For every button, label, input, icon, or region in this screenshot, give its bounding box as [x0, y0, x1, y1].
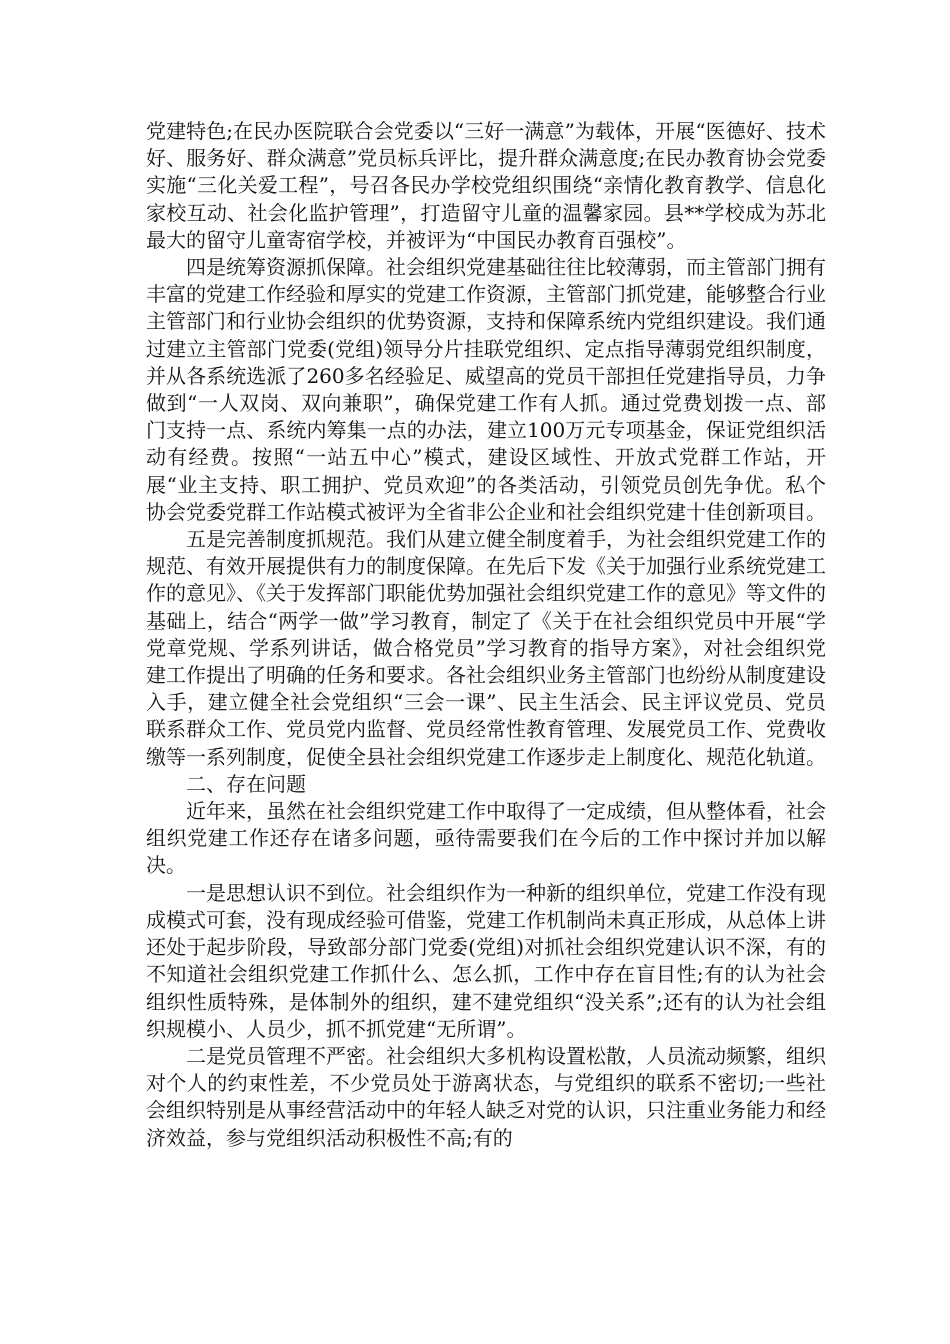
- paragraph-2: 四是统筹资源抓保障。社会组织党建基础往往比较薄弱，而主管部门拥有丰富的党建工作经验和厚实的党建工作资源，主管部门抓党建，能够整合行业主管部门和行业协会组织的优势资源，支持和保障系统内党组织建设。我们通过建立主管部门党委(党组)领导分片挂联党组织、定点指导薄弱党组织制度，并从各系统选派了260多名经验足、威望高的党员干部担任党建指导员，力争做到“一人双岗、双向兼职”，确保党建工作有人抓。通过党费划拨一点、部门支持一点、系统内筹集一点的办法，建立100万元专项基金，保证党组织活动有经费。按照“一站五中心”模式，建设区域性、开放式党群工作站，开展“业主支持、职工拥护、党员欢迎”的各类活动，引领党员创先争优。私个协会党委党群工作站模式被评为全省非公企业和社会组织党建十佳创新项目。: [146, 255, 826, 524]
- document-page: [146, 118, 826, 1152]
- paragraph-5: 一是思想认识不到位。社会组织作为一种新的组织单位，党建工作没有现成模式可套，没有现成经验可借鉴，党建工作机制尚未真正形成，从总体上讲还处于起步阶段，导致部分部门党委(党组)对抓社会组织党建认识不深，有的不知道社会组织党建工作抓什么、怎么抓，工作中存在盲目性;有的认为社会组织性质特殊，是体制外的组织，建不建党组织“没关系”;还有的认为社会组织规模小、人员少，抓不抓党建“无所谓”。: [146, 880, 826, 1041]
- paragraph-4: 近年来，虽然在社会组织党建工作中取得了一定成绩，但从整体看，社会组织党建工作还存在诸多问题，亟待需要我们在今后的工作中探讨并加以解决。: [146, 799, 826, 878]
- paragraph-1: 党建特色;在民办医院联合会党委以“三好一满意”为载体，开展“医德好、技术好、服务好、群众满意”党员标兵评比，提升群众满意度;在民办教育协会党委实施“三化关爱工程”，号召各民办学校党组织围绕“亲情化教育教学、信息化家校互动、社会化监护管理”，打造留守儿童的温馨家园。县**学校成为苏北最大的留守儿童寄宿学校，并被评为“中国民办教育百强校”。: [146, 119, 826, 252]
- paragraph-3: 五是完善制度抓规范。我们从建立健全制度着手，为社会组织党建工作的规范、有效开展提供有力的制度保障。在先后下发《关于加强行业系统党建工作的意见》、《关于发挥部门职能优势加强社会组织党建工作的意见》等文件的基础上，结合“两学一做”学习教育，制定了《关于在社会组织党员中开展“学党章党规、学系列讲话，做合格党员”学习教育的指导方案》，对社会组织党建工作提出了明确的任务和要求。各社会组织业务主管部门也纷纷从制度建设入手，建立健全社会党组织“三会一课”、民主生活会、民主评议党员、党员联系群众工作、党员党内监督、党员经常性教育管理、发展党员工作、党费收缴等一系列制度，促使全县社会组织党建工作逐步走上制度化、规范化轨道。: [146, 527, 826, 769]
- section-heading: 二、存在问题: [186, 771, 306, 796]
- paragraph-6: 二是党员管理不严密。社会组织大多机构设置松散，人员流动频繁，组织对个人的约束性差，不少党员处于游离状态，与党组织的联系不密切;一些社会组织特别是从事经营活动中的年轻人缺乏对党的认识，只注重业务能力和经济效益，参与党组织活动积极性不高;有的: [146, 1043, 826, 1150]
